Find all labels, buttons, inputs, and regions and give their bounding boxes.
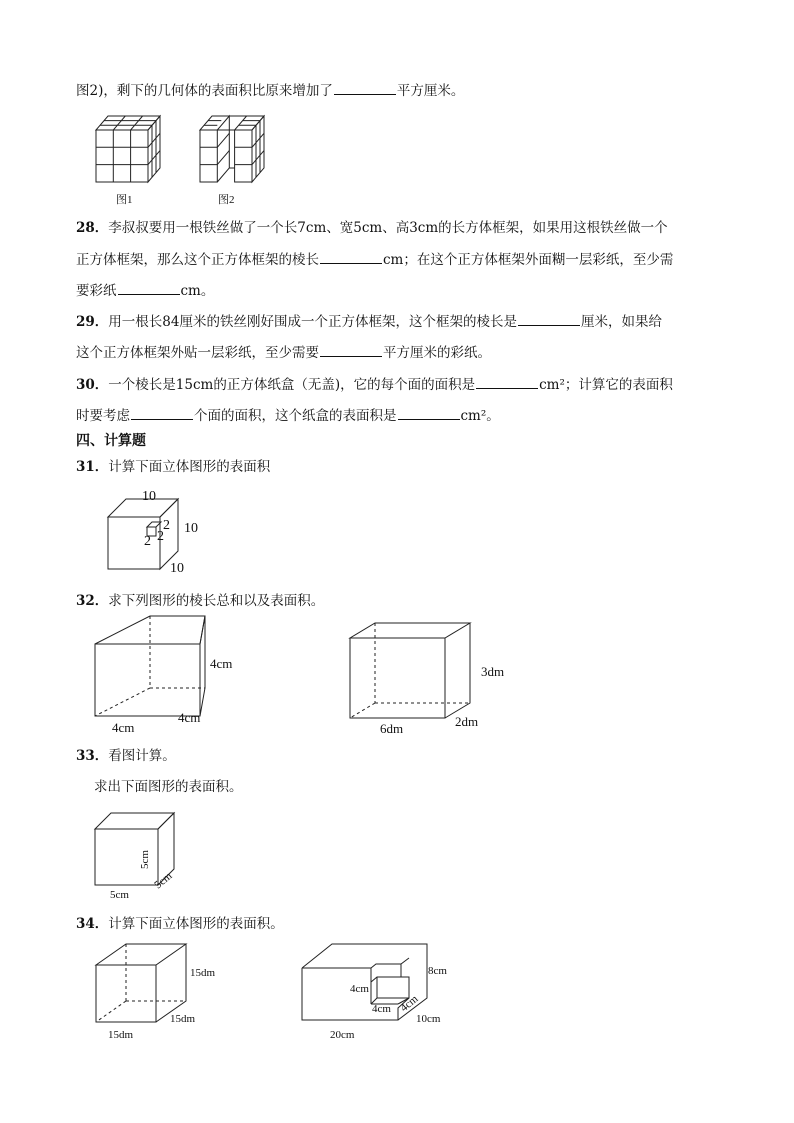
q31-label-cut-2: 2 (144, 534, 151, 549)
q27-text: 图2)，剩下的几何体的表面积比原来增加了 (76, 83, 333, 99)
q28-text: 要彩纸 (76, 283, 117, 299)
q27-tail-line (76, 80, 464, 101)
q33-subtext: 求出下面图形的表面积。 (94, 779, 243, 795)
q31-label-right: 10 (184, 521, 198, 536)
q28-text: 李叔叔要用一根铁丝做了一个长7cm、宽5cm、高3cm的长方体框架，如果用这根铁丝做一个 (108, 220, 668, 236)
q31-label-top: 10 (142, 489, 156, 504)
q34a-label-width: 15dm (170, 1013, 196, 1025)
q30-text: 个面的面积，这个纸盒的表面积是 (194, 408, 397, 424)
q34b-label-height: 8cm (428, 965, 447, 977)
answer-blank[interactable] (476, 374, 538, 389)
q30-line-1 (76, 374, 673, 395)
q27-figure-2 (196, 110, 276, 210)
q30-text: 时要考虑 (76, 408, 130, 424)
q29-text: 这个正方体框架外贴一层彩纸，至少需要 (76, 345, 319, 361)
q30-text: cm²。 (460, 408, 500, 424)
q34-number: 34． (76, 916, 109, 932)
fig2-caption: 图2 (218, 194, 235, 206)
q28-text: cm。 (180, 283, 215, 299)
q32a-label-height: 4cm (210, 656, 233, 671)
answer-blank[interactable] (320, 342, 382, 357)
q31-label-bottom: 10 (170, 561, 184, 576)
q29-text: 厘米，如果给 (580, 314, 662, 330)
q31-label-cut-1: 2 (163, 518, 170, 533)
q32-text: 求下列图形的棱长总和以及表面积。 (108, 593, 325, 609)
q30-text: 一个棱长是15cm的正方体纸盒（无盖)，它的每个面的面积是 (108, 377, 476, 393)
q29-line-2 (76, 342, 491, 363)
q33-subline (94, 777, 243, 797)
q34a-label-length: 15dm (108, 1029, 134, 1041)
q30-text: cm²；计算它的表面积 (539, 377, 673, 393)
q33-text: 看图计算。 (108, 748, 176, 764)
q31-figure (100, 487, 210, 577)
q28-line-2 (76, 249, 673, 270)
answer-blank[interactable] (118, 280, 180, 295)
q32-figure-a (90, 614, 250, 739)
q34-figure-a (90, 940, 230, 1045)
q33-figure (90, 807, 190, 907)
q28-line-1 (76, 218, 668, 238)
q30-line-2 (76, 405, 500, 426)
answer-blank[interactable] (518, 311, 580, 326)
q29-number: 29． (76, 314, 109, 330)
answer-blank[interactable] (398, 405, 460, 420)
q29-text: 平方厘米的彩纸。 (383, 345, 491, 361)
section-heading: 四、计算题 (76, 433, 146, 449)
q34b-label-cut-length: 4cm (372, 1003, 391, 1015)
q32b-label-width: 2dm (455, 714, 479, 729)
q31-text: 计算下面立体图形的表面积 (108, 459, 271, 475)
q31-label-cut-3: 2 (157, 529, 164, 544)
q34a-label-height: 15dm (190, 967, 216, 979)
q29-text: 用一根长84厘米的铁丝刚好围成一个正方体框架，这个框架的棱长是 (108, 314, 517, 330)
q29-line-1 (76, 311, 662, 332)
q32b-label-length: 6dm (380, 721, 404, 736)
q28-number: 28． (76, 220, 109, 236)
q33-number: 33． (76, 748, 109, 764)
q32b-label-height: 3dm (481, 664, 505, 679)
q34b-label-width: 10cm (416, 1013, 441, 1025)
q34b-label-length: 20cm (330, 1029, 355, 1041)
q31-number: 31． (76, 459, 109, 475)
q33-label-width: 5cm (152, 869, 175, 892)
q32a-label-width: 4cm (178, 710, 201, 725)
q28-text: 正方体框架，那么这个正方体框架的棱长 (76, 252, 319, 268)
answer-blank[interactable] (131, 405, 193, 420)
q32a-label-length: 4cm (112, 720, 135, 735)
q34-line (76, 914, 284, 934)
q27-figure-1 (92, 110, 172, 210)
q33-label-length: 5cm (110, 889, 129, 901)
q31-line (76, 457, 270, 477)
q27-text-end: 平方厘米。 (396, 83, 465, 99)
q33-label-height: 5cm (139, 850, 151, 869)
q34b-label-cut-width: 4cm (398, 992, 421, 1015)
q34b-label-cut-height: 4cm (350, 983, 369, 995)
q34-text: 计算下面立体图形的表面积。 (108, 916, 284, 932)
q28-text: cm；在这个正方体框架外面糊一层彩纸，至少需 (383, 252, 674, 268)
q32-number: 32． (76, 593, 109, 609)
fig1-caption: 图1 (116, 194, 133, 206)
q32-figure-b (345, 618, 520, 743)
q33-line (76, 746, 176, 766)
answer-blank[interactable] (320, 249, 382, 264)
answer-blank[interactable] (334, 80, 396, 95)
q28-line-3 (76, 280, 214, 301)
q32-line (76, 591, 324, 611)
q34-figure-b (296, 940, 466, 1045)
q30-number: 30． (76, 377, 109, 393)
